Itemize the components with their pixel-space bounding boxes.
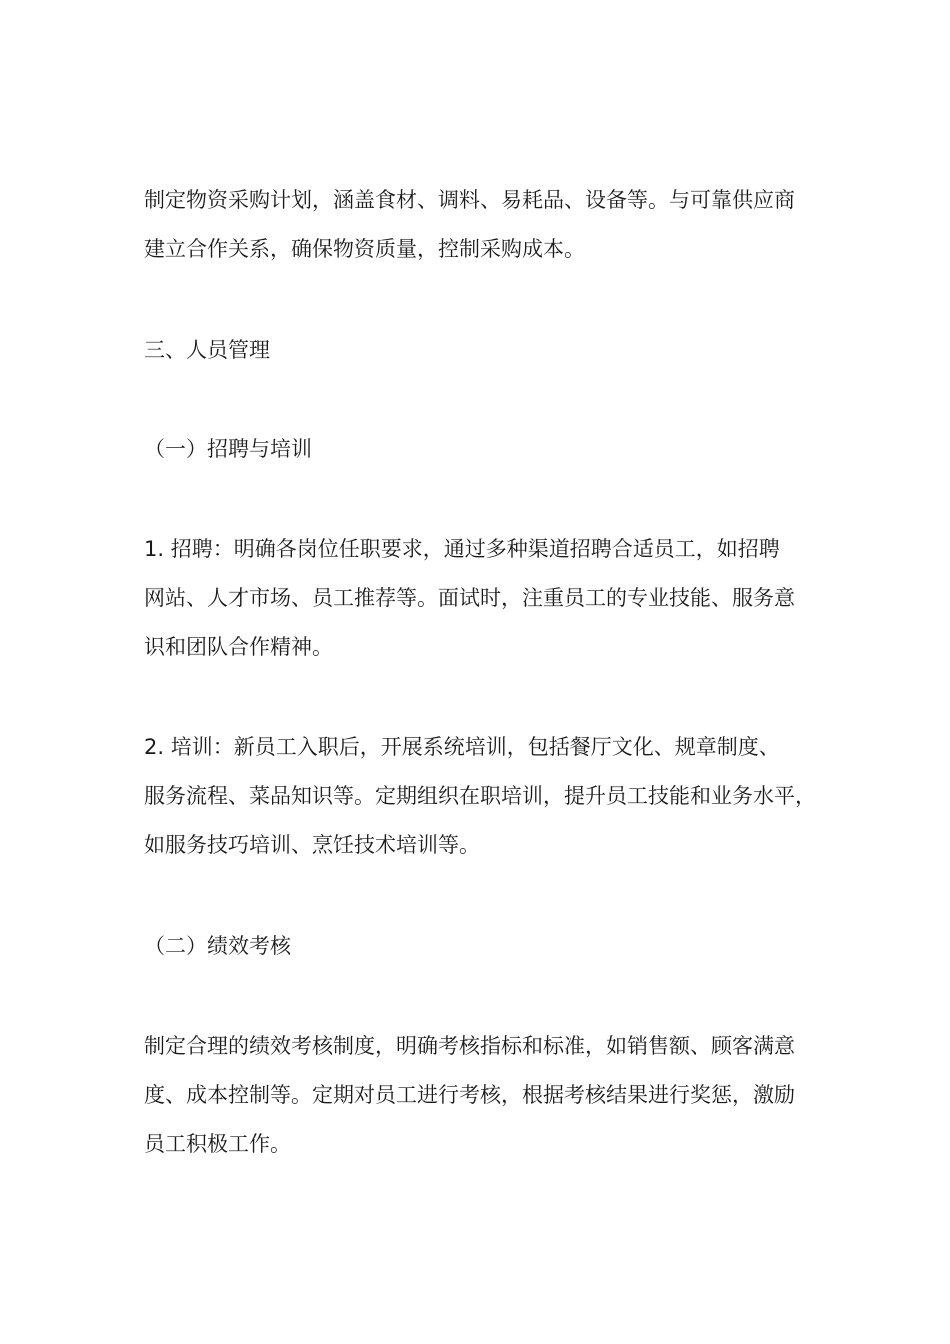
paragraph-line: 建立合作关系，确保物资质量，控制采购成本。 <box>144 237 585 261</box>
paragraph-line: 员工积极工作。 <box>144 1132 291 1156</box>
paragraph-line: 2. 培训：新员工入职后，开展系统培训，包括餐厅文化、规章制度、 <box>144 735 780 759</box>
paragraph-line: 制定合理的绩效考核制度，明确考核指标和标准，如销售额、顾客满意 <box>144 1034 795 1058</box>
paragraph-line: 度、成本控制等。定期对员工进行考核，根据考核结果进行奖惩，激励 <box>144 1083 795 1107</box>
paragraph-line: 如服务技巧培训、烹饪技术培训等。 <box>144 833 480 857</box>
paragraph-line: 网站、人才市场、员工推荐等。面试时，注重员工的专业技能、服务意 <box>144 586 795 610</box>
training-paragraph <box>144 723 824 870</box>
procurement-paragraph <box>144 176 824 274</box>
section-heading-personnel: 三、人员管理 <box>144 338 270 362</box>
subsection-heading-performance: （二）绩效考核 <box>144 934 291 958</box>
paragraph-line: 服务流程、菜品知识等。定期组织在职培训，提升员工技能和业务水平， <box>144 784 816 808</box>
paragraph-line: 识和团队合作精神。 <box>144 635 333 659</box>
performance-paragraph <box>144 1022 824 1169</box>
paragraph-line: 1. 招聘：明确各岗位任职要求，通过多种渠道招聘合适员工，如招聘 <box>144 537 780 561</box>
recruitment-paragraph <box>144 525 824 672</box>
paragraph-line: 制定物资采购计划，涵盖食材、调料、易耗品、设备等。与可靠供应商 <box>144 188 795 212</box>
subsection-heading-recruitment-training: （一）招聘与培训 <box>144 437 312 461</box>
